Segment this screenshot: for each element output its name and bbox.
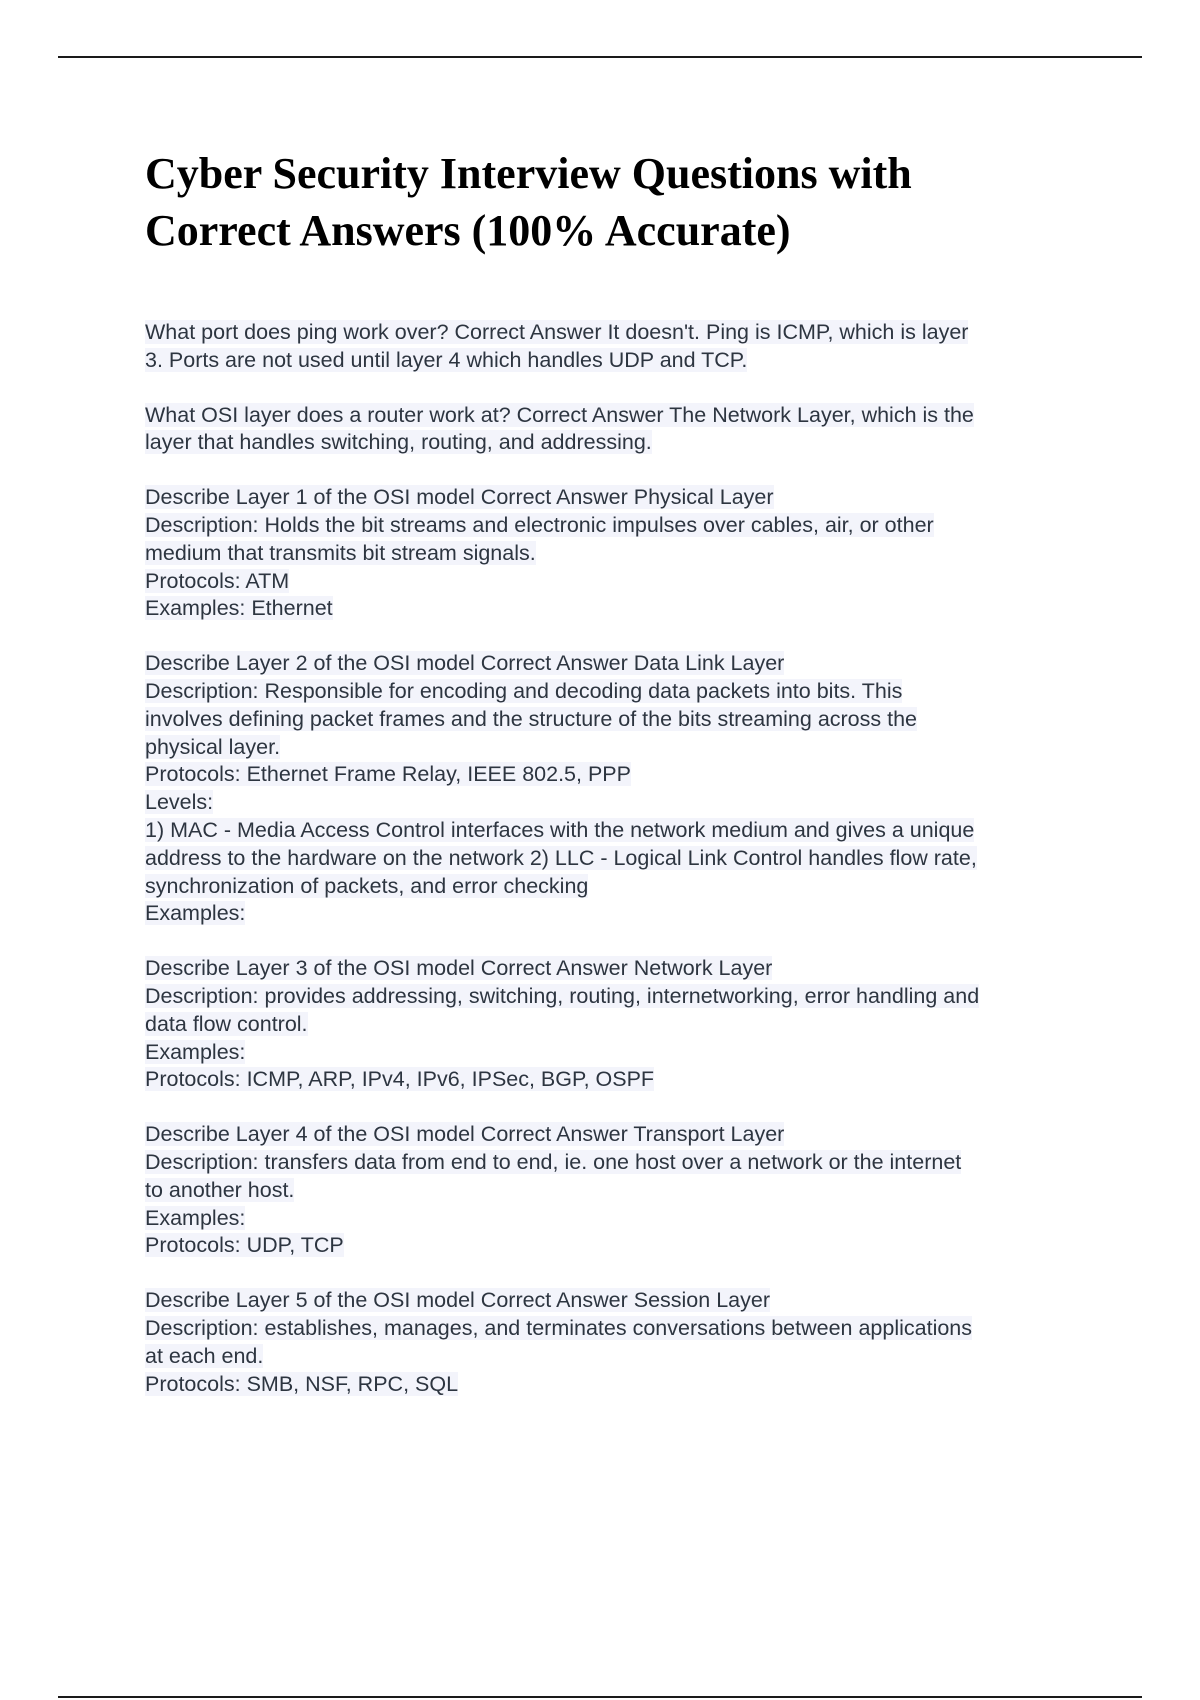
- qa-line-text: Protocols: UDP, TCP: [145, 1233, 344, 1258]
- qa-line-text: Describe Layer 2 of the OSI model Correct Answer Data Link Layer: [145, 651, 785, 676]
- qa-line-text: Describe Layer 4 of the OSI model Correct Answer Transport Layer: [145, 1122, 785, 1147]
- qa-item: [145, 955, 1085, 1094]
- qa-line-text: Protocols: SMB, NSF, RPC, SQL: [145, 1371, 459, 1396]
- qa-item: [145, 650, 1085, 928]
- document-title: [145, 145, 1085, 259]
- qa-line: [145, 817, 1085, 845]
- qa-line: [145, 568, 1085, 596]
- qa-line: [145, 1039, 1085, 1067]
- qa-line-text: Description: Holds the bit streams and electronic impulses over cables, air, or other: [145, 512, 934, 537]
- qa-line-text: address to the hardware on the network 2) LLC - Logical Link Control handles flow rate,: [145, 845, 977, 870]
- qa-line: [145, 761, 1085, 789]
- qa-line-text: Describe Layer 1 of the OSI model Correct Answer Physical Layer: [145, 485, 774, 510]
- qa-line-text: Protocols: ICMP, ARP, IPv4, IPv6, IPSec, BGP, OSPF: [145, 1067, 655, 1092]
- qa-line-text: synchronization of packets, and error checking: [145, 873, 589, 898]
- qa-line: [145, 1121, 1085, 1149]
- qa-line: [145, 1149, 1085, 1177]
- qa-line: [145, 319, 1085, 347]
- qa-line-text: Describe Layer 5 of the OSI model Correct Answer Session Layer: [145, 1288, 770, 1313]
- qa-line: [145, 1066, 1085, 1094]
- qa-line-text: to another host.: [145, 1177, 295, 1202]
- qa-line: [145, 429, 1085, 457]
- qa-item: [145, 484, 1085, 623]
- qa-line: [145, 706, 1085, 734]
- qa-line-text: Examples:: [145, 1039, 246, 1064]
- qa-line: [145, 955, 1085, 983]
- qa-line-text: What OSI layer does a router work at? Correct Answer The Network Layer, which is the: [145, 402, 974, 427]
- qa-line-text: Description: transfers data from end to end, ie. one host over a network or the internet: [145, 1149, 962, 1174]
- qa-line: [145, 1205, 1085, 1233]
- qa-line-text: Description: Responsible for encoding and decoding data packets into bits. This: [145, 678, 903, 703]
- qa-line: [145, 845, 1085, 873]
- qa-line-text: physical layer.: [145, 734, 281, 759]
- qa-line: [145, 678, 1085, 706]
- qa-line-text: Description: establishes, manages, and terminates conversations between applications: [145, 1315, 973, 1340]
- qa-item: [145, 402, 1085, 458]
- qa-line-text: medium that transmits bit stream signals.: [145, 540, 536, 565]
- qa-line: [145, 1177, 1085, 1205]
- qa-line-text: What port does ping work over? Correct Answer It doesn't. Ping is ICMP, which is layer: [145, 320, 969, 344]
- qa-line: [145, 650, 1085, 678]
- qa-line-text: 1) MAC - Media Access Control interfaces with the network medium and gives a unique: [145, 817, 975, 842]
- qa-line: [145, 595, 1085, 623]
- header-rule: [58, 56, 1142, 58]
- qa-line: [145, 402, 1085, 430]
- qa-line: [145, 873, 1085, 901]
- qa-line-text: involves defining packet frames and the structure of the bits streaming across the: [145, 706, 918, 731]
- qa-item: [145, 1287, 1085, 1398]
- document-title-line-1: Cyber Security Interview Questions with: [145, 149, 912, 198]
- document-title-line-2: Correct Answers (100% Accurate): [145, 206, 791, 255]
- qa-line: [145, 1315, 1085, 1343]
- qa-line-text: Describe Layer 3 of the OSI model Correct Answer Network Layer: [145, 956, 773, 981]
- qa-list: [145, 319, 1085, 1398]
- qa-line-text: at each end.: [145, 1343, 264, 1368]
- qa-item: [145, 1121, 1085, 1260]
- qa-line-text: Description: provides addressing, switching, routing, internetworking, error handling and: [145, 983, 980, 1008]
- qa-line-text: 3. Ports are not used until layer 4 which handles UDP and TCP.: [145, 347, 748, 372]
- qa-line: [145, 983, 1085, 1011]
- footer-rule: [58, 1696, 1142, 1698]
- qa-line-text: Levels:: [145, 790, 214, 815]
- qa-line: [145, 900, 1085, 928]
- qa-line-text: layer that handles switching, routing, and addressing.: [145, 430, 652, 455]
- qa-line: [145, 789, 1085, 817]
- qa-line: [145, 1343, 1085, 1371]
- qa-line-text: Protocols: Ethernet Frame Relay, IEEE 802.5, PPP: [145, 762, 631, 787]
- qa-line-text: Protocols: ATM: [145, 568, 290, 593]
- qa-line: [145, 347, 1085, 375]
- qa-line: [145, 512, 1085, 540]
- qa-line-text: Examples: Ethernet: [145, 596, 333, 621]
- qa-line-text: Examples:: [145, 901, 246, 926]
- qa-line: [145, 540, 1085, 568]
- qa-line: [145, 484, 1085, 512]
- qa-line: [145, 1232, 1085, 1260]
- qa-item: [145, 319, 1085, 375]
- qa-line: [145, 734, 1085, 762]
- qa-line-text: Examples:: [145, 1205, 246, 1230]
- qa-line: [145, 1287, 1085, 1315]
- qa-line: [145, 1371, 1085, 1399]
- qa-line-text: data flow control.: [145, 1011, 308, 1036]
- document-body: [145, 145, 1085, 1425]
- qa-line: [145, 1011, 1085, 1039]
